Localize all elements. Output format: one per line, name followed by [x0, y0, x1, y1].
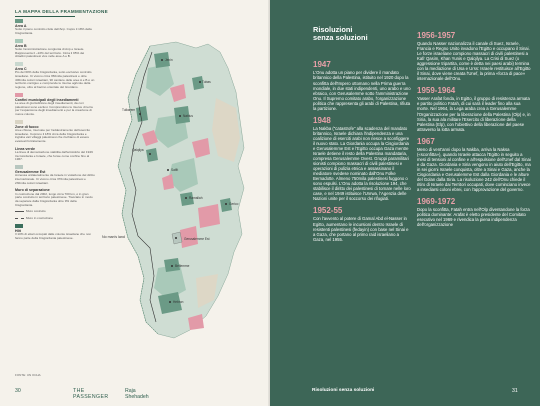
legend-swatch: [15, 62, 23, 66]
legend-swatch: [15, 120, 23, 124]
title-rule: [15, 16, 75, 17]
legend-text-row: [15, 174, 95, 185]
legend-text: Le aree di giurisdizione degli insediamenti, da cui i palestinesi sono esclusi. Comprendono le riserve di terra per l'espansione degli insediamenti e per la creazione di nuove colonie.: [15, 100, 93, 116]
legend-heading: Gerusalemme Est: [15, 169, 46, 174]
timeline-column-1: [313, 26, 411, 242]
legend-item: [15, 224, 95, 241]
legend-heading: Zone di fuoco: [15, 124, 39, 129]
legend-text: Il 10% di ettari occupati dalle colonie israeliane che non fanno parte della Cisgiordania palestinese.: [15, 231, 92, 240]
legend-text-row: [15, 151, 95, 162]
city-label-ramallah: Ramallah: [189, 196, 203, 200]
legend-heading: Area A: [15, 24, 27, 28]
legend-item: [15, 217, 95, 221]
right-page: [270, 0, 540, 406]
timeline-period: 1956-1957: [417, 31, 456, 40]
timeline-text: Yasser Arafat fonda, in Egitto, il gruppo di resistenza armata e partito politico Fatah, di cui sarà il leader fino alla sua morte. Nel 1964, la Lega araba crea a Gerusalemme l'Organizzazione per la liberazione della Palestina (Olp) e, in Siria, la sua ala militare l'Esercito di liberazione della Palestina (Elp), con l'obiettivo della liberazione del paese attraverso la lotta armata.: [417, 96, 531, 132]
legend-heading: Hlit: [15, 228, 21, 233]
section-title-line1: Risoluzioni: [313, 25, 353, 34]
legend-text: Sotto l'amministrazione congiunta di Anp e Israele. Rappresenta il ~22% del territorio. Circa il 95% dei cittadini palestinesi vive nelle aree A e B.: [15, 46, 85, 59]
legend-heading: Area B: [15, 43, 27, 48]
legend-text-row: [15, 28, 95, 35]
timeline-period: 1948: [313, 115, 331, 125]
legend-line-sample: [15, 211, 24, 212]
legend-item: [15, 120, 95, 144]
city-label-tulkarem: Tulkarem: [122, 108, 136, 112]
legend-text-row: [15, 217, 95, 221]
legend-text: Sotto il pieno controllo civile dell'Anp. Copre il 18% della Cisgiordania.: [15, 27, 92, 35]
legend-text-row: [15, 48, 95, 59]
legend-item: [15, 39, 95, 59]
legend-swatch: [15, 39, 23, 43]
legend-item: [15, 210, 95, 214]
legend-text-row: [15, 233, 95, 240]
section-title-line2: senza soluzioni: [313, 33, 368, 43]
legend-swatch: [15, 93, 23, 97]
legend-text: La linea di demarcazione stabilita dall'armistizio del 1949 tra Giordania e Israele, che funse come confine fino al 1967.: [15, 149, 93, 162]
map-legend: [15, 19, 95, 243]
legend-text: Annessa unilateralmente da Israele in violazione del diritto internazionale. Ci vivono circa 370mila palestinesi e 230mila coloni israeliani.: [15, 173, 95, 185]
city-label-tubas: Tubas: [202, 80, 211, 84]
timeline-text: Con l'avvento al potere di Gamal Abd el-Nasser in Egitto, aumentano le incursioni dentro Israele di resistenti palestinesi (fedayin) con base nel Sinai e a Gaza, che portano al primo raid israeliano a Gaza, nel 1955.: [313, 216, 409, 242]
city-label-nablus: Nablus: [183, 114, 193, 118]
section-title: [313, 26, 411, 42]
timeline-period: 1947: [313, 60, 331, 70]
legend-text-row: [15, 193, 95, 208]
area-a-patch: [136, 106, 148, 122]
legend-text: In costruzione dal 2002, lungo circa 700 km, è in gran parte costruito in territorio palestinese. Tracciato in modo da separare dalla Cisgiordania oltre 9% della Cisgiordania.: [15, 191, 93, 207]
city-label-jenin: Jenin: [165, 58, 173, 62]
timeline-text: L'Onu adotta un piano per dividere il mandato britannico della Palestina, istituito nel 1920 dopo la sconfitta dell'Impero ottomano nella Prima guerra mondiale, in due stati indipendenti, uno arabo e uno ebraico, con Gerusalemme sotto l'amministrazione Onu. Il Supremo comitato arabo, l'organizzazione politica che rappresenta gli arabi di Palestina, rifiuta la partizione.: [313, 70, 411, 111]
legend-swatch: [15, 19, 23, 23]
legend-text: Aree chiuse, riservate per l'addestramento dell'esercito israeliano. Coprono il 18% circa della Cisgiordania e ingloba vari villaggi palestinesi che rischiano di essere evacuati forzatamente.: [15, 127, 91, 143]
magazine-name: THE PASSENGER: [73, 388, 109, 400]
legend-text-row: [15, 210, 95, 214]
city-label-hebron: Hebron: [173, 300, 184, 304]
city-label-salfit: Salfit: [171, 168, 179, 172]
legend-item: [15, 165, 95, 185]
area-a-patch: [146, 148, 158, 162]
legend-heading: Muro di separazione: [15, 188, 50, 193]
timeline-entries-1: [313, 60, 411, 241]
no-mans-land-label: No man's land: [102, 235, 125, 239]
map-svg: [88, 38, 270, 368]
legend-heading: Area C: [15, 66, 27, 71]
city-label-gerico: Gerico: [229, 202, 239, 206]
timeline-period: 1969-1972: [417, 197, 456, 207]
city-label-betlemme: Betlemme: [175, 264, 190, 268]
legend-heading: Linea verde: [15, 146, 35, 151]
timeline-text: Meno di vent'anni dopo la Nakba, arriva la Naksa («sconfitta»), quando Israele attacca l'Egitto in seguito a mesi di tensioni al confine e all'espulsione dell'Unef dal Sinai e da Gaza. Giordania e Siria vengono in aiuto dell'Egitto, ma in sei giorni Israele conquista, oltre a Sinai e Gaza, anche la Cisgiordania e Gerusalemme Est dalla Giordania e le alture del Golan dalla Siria. La risoluzione 242 dell'Onu chiede il ritiro di Israele dai Territori occupati, dove cominciano invece a insediarsi coloni ebrei, con l'approvazione del governo.: [417, 146, 531, 193]
legend-item: [15, 93, 95, 117]
timeline-period: 1952-55: [313, 206, 343, 216]
legend-item: [15, 147, 95, 162]
source-note: FONTE: UN OCHA: [15, 373, 41, 377]
legend-heading: Confini municipali degli insediamenti: [15, 97, 79, 102]
timeline-text: Quando Nasser nazionalizza il canale di Suez, Israele, Francia e Regno Unito invadono l'Egitto e occupano il Sinai. Le forze israeliane compiono massacri di civili palestinesi a Kafr Qasim, Khan Yunis e Qalqilya. La Crisi di Suez (o aggressione tripartita, come è detta nei paesi arabi) termina con la mediazione di Usa e Urss: Israele restituisce all'Egitto il Sinai, dove viene creata l'Unef, la prima «forza di pace» internazionale dell'Onu.: [417, 41, 531, 82]
west-bank-map: [88, 38, 270, 368]
legend-text: Muro costruito: [26, 209, 46, 214]
timeline-entries-2: [417, 31, 532, 227]
legend-item: [15, 188, 95, 207]
page-number-left: 30: [15, 388, 21, 394]
right-footer-section: Risoluzioni senza soluzioni: [312, 388, 375, 393]
city-label-qalqilya: Qalqilya: [132, 148, 144, 152]
legend-item: [15, 62, 95, 90]
timeline-text: La Nakba ("catastrofe" alla scadenza del mandato britannico, Israele dichiara l'indipendenza e una coalizione di eserciti arabi non riesce a sconfiggere il nuovo stato. La Giordania occupa la Cisgiordania e Gerusalemme Est e l'Egitto occupa Gaza mentre Israele detiene il resto della Palestina mandataria, compresa Gerusalemme Ovest. Gruppi paramilitari sionisti compiono massacri di civili palestinesi e operazioni di pulizia etnica e assassinano il mediatore svedese nominato dall'Onu Folke Bernadotte. Almeno 750mila palestinesi fuggono o sono espulsi. L'Onu adotta la risoluzione 194, che stabilisce il diritto dei palestinesi di tornare nelle loro case, e nel 1949 istituisce l'Unrwa, l'Agenzia delle Nazioni unite per il soccorso dei rifugiati.: [313, 125, 411, 202]
fire-zone-south: [196, 274, 218, 308]
timeline-period: 1959-1964: [417, 86, 456, 96]
legend-line-sample: [15, 218, 24, 219]
legend-text-row: [15, 102, 95, 117]
timeline-period: 1967: [417, 136, 435, 146]
legend-swatch: [15, 165, 23, 169]
timeline-text: Dopo la sconfitta, Fatah entra nell'Olp diventandone la forza politica dominante: Arafat è eletto presidente del Comitato esecutivo nel 1969 e rivendica la piena indipendenza dell'organizzazione: [417, 207, 530, 228]
legend-swatch: [15, 224, 23, 228]
city-label-gerusalemme-est: Gerusalemme Est: [184, 237, 210, 241]
legend-text-row: [15, 71, 95, 90]
legend-text: Pio del 60% della Cisgiordania, sotto esclusivo controllo israeliano. Ci vivono circa 350mila palestinesi e oltre 400mila coloni israeliani, 90 cantiere delle aree A e B è un territorio contiguo e comprende le risorse agricole della regione, oltre al bacino orientale del Giordano.: [15, 70, 95, 89]
map-title: LA MAPPA DELLA FRAMMENTAZIONE: [15, 9, 108, 14]
legend-item: [15, 19, 95, 36]
legend-text: Muro in costruzione: [26, 216, 53, 221]
settlement-zone: [198, 204, 220, 228]
legend-text-row: [15, 129, 95, 144]
timeline-column-2: [417, 26, 532, 227]
page-number-right: 31: [512, 388, 518, 394]
author-name: Raja Shehadeh: [125, 388, 149, 400]
